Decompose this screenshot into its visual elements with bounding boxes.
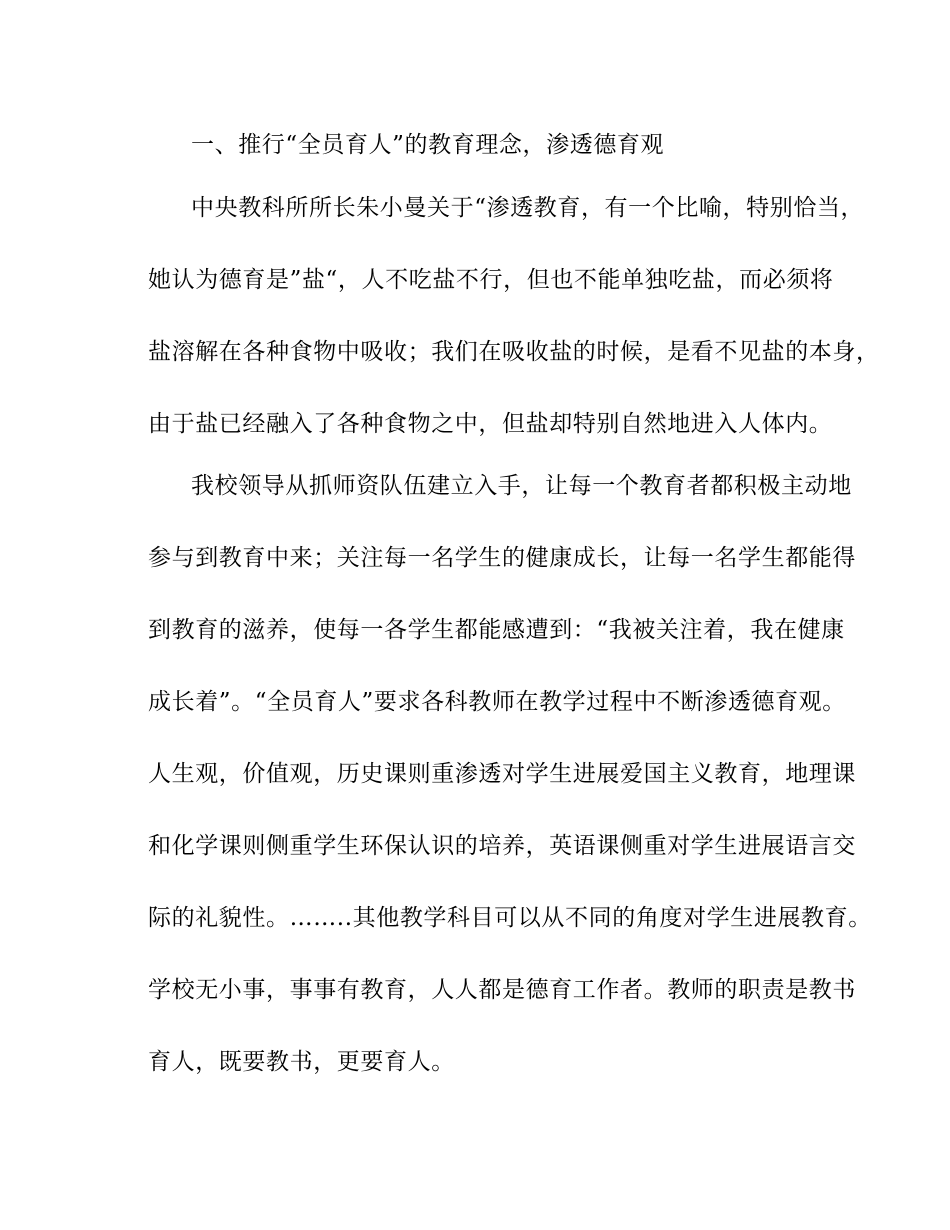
paragraph-line: 中央教科所所长朱小曼关于“渗透教育，有一个比喻，特别恰当， (191, 195, 865, 221)
paragraph-line: 参与到教育中来；关注每一名学生的健康成长，让每一名学生都能得 (148, 545, 856, 571)
paragraph-line: 际的礼貌性。……..其他教学科目可以从不同的角度对学生进展教育。 (148, 905, 872, 931)
paragraph-line: 学校无小事，事事有教育，人人都是德育工作者。教师的职责是教书 (148, 977, 856, 1003)
section-heading: 一、推行“全员育人”的教育理念，渗透德育观 (191, 132, 665, 158)
paragraph-line: 盐溶解在各种食物中吸收；我们在吸收盐的时候，是看不见盐的本身， (148, 339, 880, 365)
paragraph-line: 由于盐已经融入了各种食物之中，但盐却特别自然地进入人体内。 (148, 411, 833, 437)
paragraph-line: 育人，既要教书，更要育人。 (148, 1049, 455, 1075)
paragraph-line: 到教育的滋养，使每一各学生都能感遭到：“我被关注着，我在健康 (148, 617, 845, 643)
paragraph-line: 她认为德育是”盐“，人不吃盐不行，但也不能单独吃盐，而必须将 (148, 267, 834, 293)
paragraph-line: 成长着”。“全员育人”要求各科教师在教学过程中不断渗透德育观。 (148, 689, 846, 715)
paragraph-line: 人生观，价值观，历史课则重渗透对学生进展爱国主义教育，地理课 (148, 761, 856, 787)
paragraph-line: 和化学课则侧重学生环保认识的培养，英语课侧重对学生进展语言交 (148, 833, 856, 859)
paragraph-line: 我校领导从抓师资队伍建立入手，让每一个教育者都积极主动地 (191, 473, 852, 499)
